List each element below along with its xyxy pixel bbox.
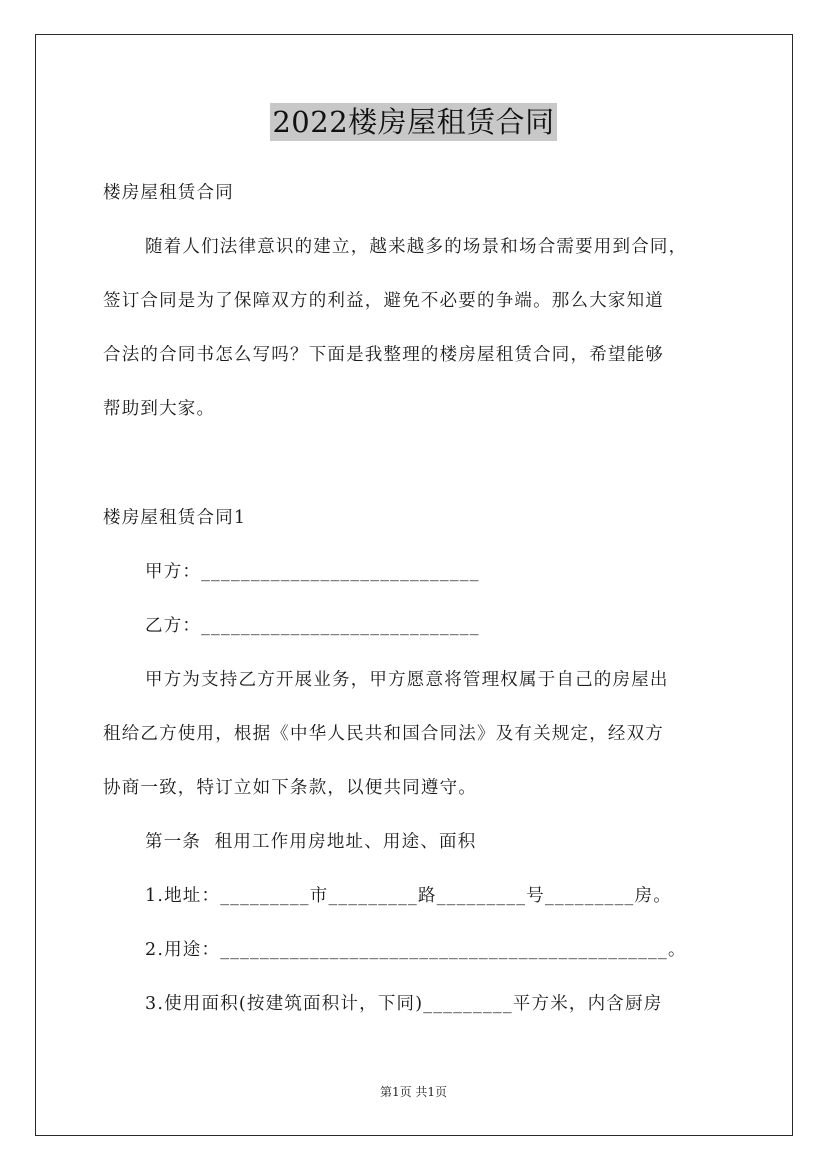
intro-line-1: 随着人们法律意识的建立，越来越多的场景和场合需要用到合同，	[145, 237, 688, 257]
contract-heading: 楼房屋租赁合同1	[103, 508, 247, 528]
intro-line-2: 签订合同是为了保障双方的利益，避免不必要的争端。那么大家知道	[103, 291, 664, 311]
intro-line-4: 帮助到大家。	[103, 399, 216, 419]
party-a-line: 甲方：____________________________	[145, 562, 480, 582]
party-b-line: 乙方：____________________________	[145, 616, 480, 636]
area-line: 3.使用面积(按建筑面积计，下同)_________平方米，内含厨房	[145, 994, 663, 1014]
body-line-3: 协商一致，特订立如下条款，以便共同遵守。	[103, 778, 477, 798]
body-line-2: 租给乙方使用，根据《中华人民共和国合同法》及有关规定，经双方	[103, 724, 664, 744]
address-line: 1.地址：_________市_________路_________号_________房。	[145, 886, 672, 906]
intro-line-3: 合法的合同书怎么写吗？下面是我整理的楼房屋租赁合同，希望能够	[103, 345, 664, 365]
section-heading: 楼房屋租赁合同	[103, 183, 234, 203]
document-title: 2022楼房屋租赁合同	[272, 105, 555, 139]
article-1-heading: 第一条 租用工作用房地址、用途、面积	[145, 832, 477, 852]
title-container	[0, 103, 827, 141]
body-line-1: 甲方为支持乙方开展业务，甲方愿意将管理权属于自己的房屋出	[145, 670, 669, 690]
usage-line: 2.用途：_____________________________________________。	[145, 940, 687, 960]
page-footer: 第1页 共1页	[379, 1085, 448, 1099]
